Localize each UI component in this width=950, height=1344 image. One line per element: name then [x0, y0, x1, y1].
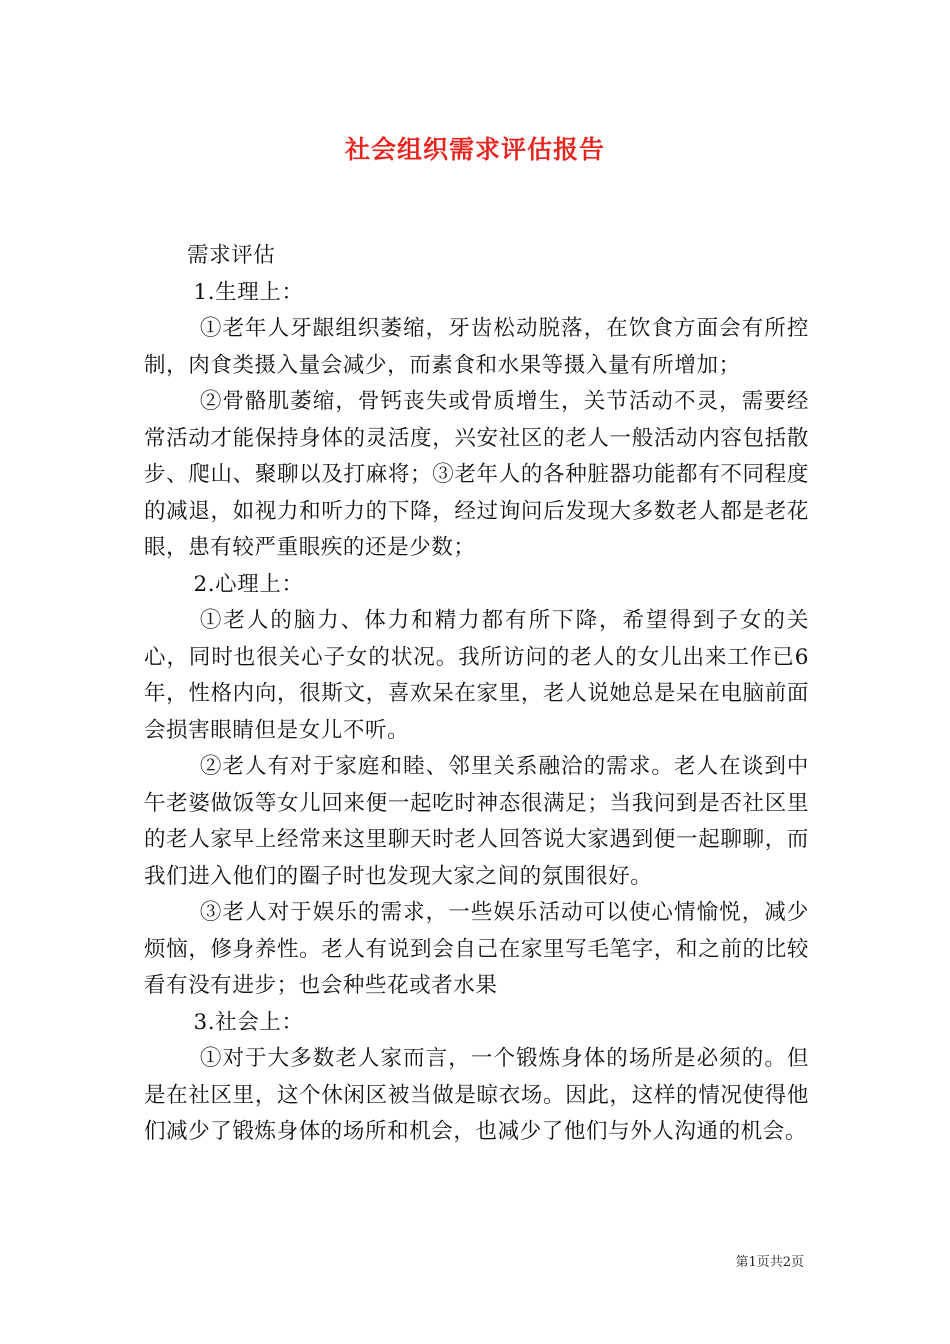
document-body — [144, 238, 809, 1151]
subsection-heading-physiological: 1.生理上： — [193, 279, 304, 305]
page-number: 第1页共2页 — [735, 1255, 804, 1270]
paragraph: ①对于大多数老人家而言，一个锻炼身体的场所是必须的。但是在社区里，这个休闲区被当做是晾衣场。因此，这样的情况使得他们减少了锻炼身体的场所和机会，也减少了他们与外人沟通的机会。 — [144, 1046, 809, 1144]
subsection-heading-social: 3.社会上： — [193, 1009, 304, 1035]
document-title: 社会组织需求评估报告 — [344, 135, 605, 164]
paragraph: ②骨骼肌萎缩，骨钙丧失或骨质增生，关节活动不灵，需要经常活动才能保持身体的灵活度，兴安社区的老人一般活动内容包括散步、爬山、聚聊以及打麻将；③老年人的各种脏器功能都有不同程度的减退，如视力和听力的下降，经过询问后发现大多数老人都是老花眼，患有较严重眼疾的还是少数； — [144, 389, 809, 560]
paragraph: ①老年人牙龈组织萎缩，牙齿松动脱落，在饮食方面会有所控制，肉食类摄入量会减少，而素食和水果等摄入量有所增加； — [144, 316, 809, 378]
paragraph: ③老人对于娱乐的需求，一些娱乐活动可以使心情愉悦，减少烦恼，修身养性。老人有说到会自己在家里写毛笔字，和之前的比较看有没有进步；也会种些花或者水果 — [144, 900, 809, 998]
section-heading: 需求评估 — [187, 243, 276, 268]
paragraph: ①老人的脑力、体力和精力都有所下降，希望得到子女的关心，同时也很关心子女的状况。我所访问的老人的女儿出来工作已6年，性格内向，很斯文，喜欢呆在家里，老人说她总是呆在电脑前面会损害眼睛但是女儿不听。 — [144, 608, 809, 743]
paragraph: ②老人有对于家庭和睦、邻里关系融洽的需求。老人在谈到中午老婆做饭等女儿回来便一起吃时神态很满足；当我问到是否社区里的老人家早上经常来这里聊天时老人回答说大家遇到便一起聊聊，而我们进入他们的圈子时也发现大家之间的氛围很好。 — [144, 754, 809, 889]
subsection-heading-psychological: 2.心理上： — [193, 571, 304, 597]
